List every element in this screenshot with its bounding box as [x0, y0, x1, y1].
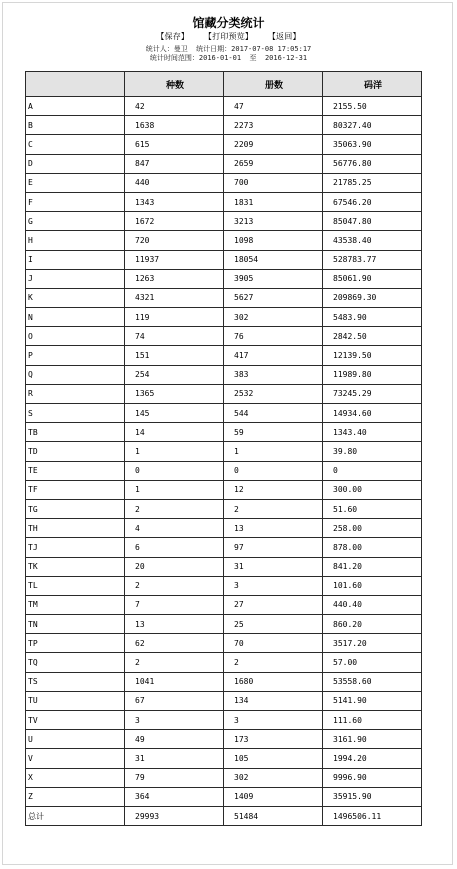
cell-volumes: 12: [224, 480, 323, 499]
cell-volumes: 59: [224, 423, 323, 442]
header-category: [26, 72, 125, 97]
cell-value: 2155.50: [323, 97, 422, 116]
print-preview-button[interactable]: 【打印预览】: [203, 32, 254, 41]
cell-category: J: [26, 269, 125, 288]
cell-titles: 67: [125, 691, 224, 710]
cell-value: 300.00: [323, 480, 422, 499]
cell-value: 80327.40: [323, 116, 422, 135]
cell-value: 101.60: [323, 576, 422, 595]
cell-category: F: [26, 192, 125, 211]
table-row: [26, 308, 422, 327]
cell-volumes: 3213: [224, 212, 323, 231]
stats-date-label: 统计日期：: [196, 45, 232, 53]
save-button[interactable]: 【保存】: [156, 32, 190, 41]
cell-titles: 31: [125, 749, 224, 768]
table-body: [26, 97, 422, 826]
cell-value: 85047.80: [323, 212, 422, 231]
cell-value: 860.20: [323, 615, 422, 634]
cell-value: 3161.90: [323, 730, 422, 749]
cell-value: 12139.50: [323, 346, 422, 365]
cell-titles: 4: [125, 519, 224, 538]
cell-titles: 6: [125, 538, 224, 557]
range-end: 2016-12-31: [264, 54, 308, 62]
cell-value: 5141.90: [323, 691, 422, 710]
header-value: 码洋: [323, 72, 422, 97]
cell-titles: 1672: [125, 212, 224, 231]
table-row: [26, 576, 422, 595]
range-to: 至: [249, 54, 257, 62]
table-row: [26, 787, 422, 806]
table-row: [26, 538, 422, 557]
cell-value: 43538.40: [323, 231, 422, 250]
table-row: [26, 212, 422, 231]
cell-titles: 13: [125, 615, 224, 634]
classification-stats-table: [25, 71, 422, 826]
cell-titles: 2: [125, 499, 224, 518]
cell-value: 2842.50: [323, 327, 422, 346]
cell-value: 528783.77: [323, 250, 422, 269]
cell-volumes: 302: [224, 308, 323, 327]
cell-titles: 4321: [125, 288, 224, 307]
cell-titles: 74: [125, 327, 224, 346]
table-row: [26, 461, 422, 480]
cell-volumes: 25: [224, 615, 323, 634]
cell-category: 总计: [26, 806, 125, 825]
table-row: [26, 768, 422, 787]
table-row: [26, 672, 422, 691]
cell-value: 440.40: [323, 595, 422, 614]
cell-category: E: [26, 173, 125, 192]
cell-value: 21785.25: [323, 173, 422, 192]
cell-volumes: 3: [224, 711, 323, 730]
table-row: [26, 250, 422, 269]
cell-titles: 2: [125, 653, 224, 672]
cell-volumes: 1098: [224, 231, 323, 250]
cell-category: V: [26, 749, 125, 768]
cell-value: 878.00: [323, 538, 422, 557]
cell-value: 53558.60: [323, 672, 422, 691]
cell-volumes: 1409: [224, 787, 323, 806]
stats-by-label: 统计人：: [145, 45, 174, 53]
cell-volumes: 18054: [224, 250, 323, 269]
cell-titles: 1: [125, 480, 224, 499]
cell-category: TE: [26, 461, 125, 480]
cell-volumes: 700: [224, 173, 323, 192]
cell-category: TH: [26, 519, 125, 538]
table-row: [26, 231, 422, 250]
cell-titles: 440: [125, 173, 224, 192]
cell-titles: 145: [125, 404, 224, 423]
cell-volumes: 544: [224, 404, 323, 423]
table-row: [26, 384, 422, 403]
cell-category: TF: [26, 480, 125, 499]
cell-value: 111.60: [323, 711, 422, 730]
cell-category: K: [26, 288, 125, 307]
table-row: [26, 327, 422, 346]
cell-volumes: 2: [224, 499, 323, 518]
cell-volumes: 2659: [224, 154, 323, 173]
range-start: 2016-01-01: [198, 54, 242, 62]
cell-category: O: [26, 327, 125, 346]
cell-titles: 49: [125, 730, 224, 749]
table-row: [26, 557, 422, 576]
cell-value: 56776.80: [323, 154, 422, 173]
cell-category: TP: [26, 634, 125, 653]
cell-titles: 1343: [125, 192, 224, 211]
cell-volumes: 2: [224, 653, 323, 672]
cell-category: TB: [26, 423, 125, 442]
action-bar: [0, 31, 457, 42]
table-row: [26, 135, 422, 154]
cell-category: N: [26, 308, 125, 327]
cell-category: TL: [26, 576, 125, 595]
stats-range-line: [0, 53, 457, 63]
cell-value: 14934.60: [323, 404, 422, 423]
cell-titles: 720: [125, 231, 224, 250]
cell-category: B: [26, 116, 125, 135]
table-row: [26, 634, 422, 653]
table-row: [26, 499, 422, 518]
cell-volumes: 134: [224, 691, 323, 710]
cell-category: Z: [26, 787, 125, 806]
cell-value: 1994.20: [323, 749, 422, 768]
cell-category: TD: [26, 442, 125, 461]
cell-volumes: 173: [224, 730, 323, 749]
cell-titles: 0: [125, 461, 224, 480]
table-header-row: [26, 72, 422, 97]
cell-value: 35915.90: [323, 787, 422, 806]
cell-value: 73245.29: [323, 384, 422, 403]
cell-value: 841.20: [323, 557, 422, 576]
cell-titles: 1263: [125, 269, 224, 288]
cell-value: 51.60: [323, 499, 422, 518]
table-row: [26, 653, 422, 672]
cell-titles: 3: [125, 711, 224, 730]
cell-category: TQ: [26, 653, 125, 672]
table-row: [26, 806, 422, 825]
stats-date-value: 2017-07-08 17:05:17: [231, 45, 312, 53]
table-row: [26, 97, 422, 116]
cell-volumes: 417: [224, 346, 323, 365]
cell-category: I: [26, 250, 125, 269]
table-row: [26, 346, 422, 365]
cell-volumes: 3905: [224, 269, 323, 288]
table-row: [26, 365, 422, 384]
cell-value: 85061.90: [323, 269, 422, 288]
cell-titles: 62: [125, 634, 224, 653]
cell-value: 9996.90: [323, 768, 422, 787]
cell-titles: 20: [125, 557, 224, 576]
cell-category: D: [26, 154, 125, 173]
table-row: [26, 480, 422, 499]
cell-category: TS: [26, 672, 125, 691]
cell-volumes: 383: [224, 365, 323, 384]
cell-volumes: 27: [224, 595, 323, 614]
cell-category: TN: [26, 615, 125, 634]
cell-volumes: 13: [224, 519, 323, 538]
cell-volumes: 31: [224, 557, 323, 576]
cell-category: S: [26, 404, 125, 423]
cell-titles: 11937: [125, 250, 224, 269]
cell-volumes: 70: [224, 634, 323, 653]
cell-volumes: 2273: [224, 116, 323, 135]
cell-titles: 847: [125, 154, 224, 173]
table-row: [26, 711, 422, 730]
cell-category: U: [26, 730, 125, 749]
cell-value: 3517.20: [323, 634, 422, 653]
table-row: [26, 173, 422, 192]
cell-value: 5483.90: [323, 308, 422, 327]
table-row: [26, 615, 422, 634]
cell-titles: 254: [125, 365, 224, 384]
cell-value: 39.80: [323, 442, 422, 461]
table-row: [26, 423, 422, 442]
header-titles: 种数: [125, 72, 224, 97]
cell-titles: 364: [125, 787, 224, 806]
cell-category: TU: [26, 691, 125, 710]
table-row: [26, 269, 422, 288]
page-title: 馆藏分类统计: [192, 16, 265, 30]
cell-category: TJ: [26, 538, 125, 557]
cell-volumes: 1: [224, 442, 323, 461]
cell-volumes: 1831: [224, 192, 323, 211]
cell-titles: 42: [125, 97, 224, 116]
table-row: [26, 442, 422, 461]
cell-volumes: 1680: [224, 672, 323, 691]
table-row: [26, 749, 422, 768]
cell-volumes: 0: [224, 461, 323, 480]
table-row: [26, 404, 422, 423]
cell-category: A: [26, 97, 125, 116]
cell-value: 1343.40: [323, 423, 422, 442]
cell-titles: 2: [125, 576, 224, 595]
cell-titles: 1638: [125, 116, 224, 135]
cell-volumes: 105: [224, 749, 323, 768]
cell-category: TM: [26, 595, 125, 614]
cell-category: G: [26, 212, 125, 231]
back-button[interactable]: 【返回】: [267, 32, 301, 41]
cell-category: R: [26, 384, 125, 403]
cell-value: 35063.90: [323, 135, 422, 154]
cell-value: 0: [323, 461, 422, 480]
table-row: [26, 595, 422, 614]
cell-volumes: 97: [224, 538, 323, 557]
cell-value: 67546.20: [323, 192, 422, 211]
table-row: [26, 116, 422, 135]
cell-volumes: 76: [224, 327, 323, 346]
cell-titles: 7: [125, 595, 224, 614]
table-row: [26, 288, 422, 307]
cell-titles: 14: [125, 423, 224, 442]
cell-volumes: 5627: [224, 288, 323, 307]
cell-titles: 119: [125, 308, 224, 327]
cell-titles: 79: [125, 768, 224, 787]
cell-category: P: [26, 346, 125, 365]
table-row: [26, 192, 422, 211]
cell-category: H: [26, 231, 125, 250]
cell-category: TV: [26, 711, 125, 730]
cell-category: X: [26, 768, 125, 787]
cell-volumes: 2209: [224, 135, 323, 154]
cell-volumes: 302: [224, 768, 323, 787]
cell-titles: 1365: [125, 384, 224, 403]
cell-volumes: 51484: [224, 806, 323, 825]
stats-by-value: 曼卫: [173, 45, 188, 53]
cell-value: 258.00: [323, 519, 422, 538]
cell-category: C: [26, 135, 125, 154]
table-row: [26, 519, 422, 538]
cell-volumes: 2532: [224, 384, 323, 403]
table-row: [26, 691, 422, 710]
cell-volumes: 47: [224, 97, 323, 116]
cell-value: 11989.80: [323, 365, 422, 384]
cell-value: 209869.30: [323, 288, 422, 307]
cell-category: TK: [26, 557, 125, 576]
cell-titles: 151: [125, 346, 224, 365]
cell-category: TG: [26, 499, 125, 518]
cell-value: 57.00: [323, 653, 422, 672]
cell-volumes: 3: [224, 576, 323, 595]
range-label: 统计时间范围：: [149, 54, 199, 62]
table-row: [26, 730, 422, 749]
cell-titles: 1041: [125, 672, 224, 691]
header-volumes: 册数: [224, 72, 323, 97]
cell-titles: 1: [125, 442, 224, 461]
cell-titles: 29993: [125, 806, 224, 825]
cell-value: 1496506.11: [323, 806, 422, 825]
table-row: [26, 154, 422, 173]
cell-titles: 615: [125, 135, 224, 154]
cell-category: Q: [26, 365, 125, 384]
